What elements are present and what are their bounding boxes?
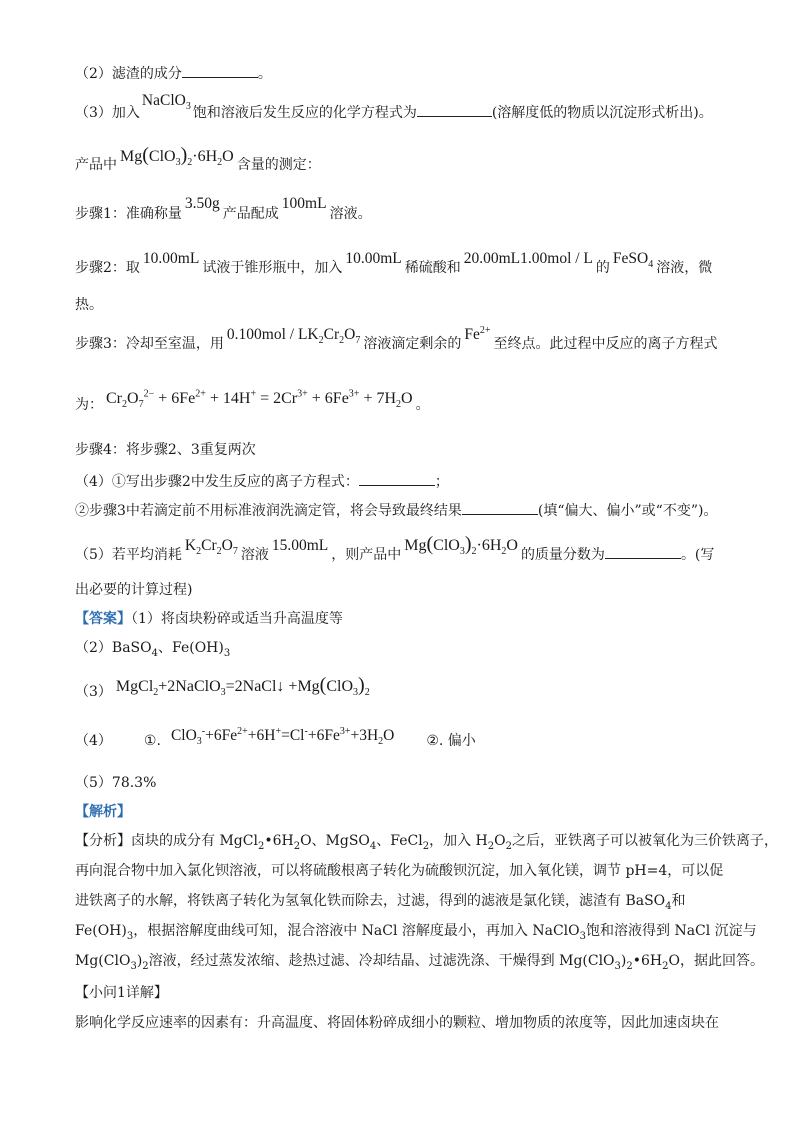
product-formula: $Mg(ClO_3)_2\cdot 6H_2O$ [404,533,518,558]
step-2: 步骤2：取10.00mL试液于锥形瓶中，加入10.00mL稀硫酸和20.00mL1.00mol / L的FeSO$_4$ 溶液，微 [75,250,713,276]
content-heading: 产品中 $Mg(ClO_3)_2\cdot 6H_2O$ 含量的测定： [75,144,321,173]
question-4b: ②步骤3中若滴定前不用标准液润洗滴定管，将会导致最终结果 (填“偏大、偏小”或“不变”)。 [75,500,717,521]
analysis-tag: 【解析】 [75,804,131,820]
analysis-p4: $Fe(OH)_3$，根据溶解度曲线可知，混合溶液中 NaCl 溶解度最小，再加入 NaClO$_3$饱和溶液得到 NaCl 沉淀与 [75,923,757,942]
answer-tag: 【答案】 [75,611,131,627]
analysis-p2: 再向混合物中加入氯化钡溶液，可以将硫酸根离子转化为硫酸钡沉淀，加入氧化镁，调节 pH=4，可以促 [75,863,724,879]
answer-5: （5）78.3% [75,775,157,791]
question-2-text: （2）滤渣的成分 [75,66,182,82]
k2cr2o7-conc: $0.100mol / LK_2Cr_2O_7$ [226,326,361,347]
question-5: （5）若平均消耗$K_2Cr_2O_7$ 溶液15.00mL，则产品中$Mg(ClO_3)_2\cdot 6H_2O$的质量分数为 。(写 [75,533,715,563]
product-formula: $Mg(ClO_3)_2\cdot 6H_2O$ [120,144,234,169]
question-4a: （4）①写出步骤2中发生反应的离子方程式： ； [75,471,449,492]
fe2-ion: $Fe^{2+}$ [464,324,491,343]
answer-blank [182,63,258,78]
feso4-formula: FeSO$_4$ [612,250,654,271]
answer-3-equation: MgCl$_2$+2NaClO$_3$=2NaCl↓ $+Mg(ClO_3)_2$ [115,674,370,699]
answer-blank [605,544,681,559]
mass-value: 3.50g [184,195,220,212]
answer-blank [462,500,538,515]
analysis-p5: $Mg(ClO_3)_2$溶液，经过蒸发浓缩、趁热过滤、冷却结晶、过滤洗涤、干燥得到 $Mg(ClO_3)_2•6H_2O$，据此回答。 [75,953,764,972]
question-3: （3）加入NaClO$_3$ 饱和溶液后发生反应的化学方程式为 (溶解度低的物质以沉淀形式析出)。 [75,92,713,121]
step-1: 步骤1：准确称量3.50g产品配成100mL溶液。 [75,195,372,222]
naclo3-formula: NaClO$_3$ [141,92,191,113]
question-5-cont: 出必要的计算过程) [75,582,193,598]
answer-3: （3） MgCl$_2$+2NaClO$_3$=2NaCl↓ $+Mg(ClO_3)_2$ [75,674,370,700]
analysis-p1: 【分析】卤块的成分有 $MgCl_2•6H_2O$、MgSO$_4$、FeCl$_2$，加入 $H_2O_2$之后，亚铁离子可以被氧化为三价铁离子， [75,833,778,852]
k2cr2o7-formula: $K_2Cr_2O_7$ [184,537,238,558]
step-3-equation: 为： $Cr_2O_7^{2-} + 6Fe^{2+} + 14H^+ = 2Cr^{3+} + 6Fe^{3+} + 7H_2O$ 。 [75,388,430,413]
analysis-sub-label: 【小问1详解】 [75,985,168,1001]
answer-1: 【答案】（1）将卤块粉碎或适当升高温度等 [75,611,343,627]
answer-blank [417,102,492,117]
volume-value: 100mL [281,195,327,212]
analysis-p6: 影响化学反应速率的因素有：升高温度、将固体粉碎成细小的颗粒、增加物质的浓度等，因此加速卤块在 [75,1015,719,1031]
step-3: 步骤3：冷却至室温，用$0.100mol / LK_2Cr_2O_7$ 溶液滴定剩余的$Fe^{2+}$至终点。此过程中反应的离子方程式 [75,324,718,352]
step-4: 步骤4：将步骤2、3重复两次 [75,442,256,458]
ionic-equation: $Cr_2O_7^{2-} + 6Fe^{2+} + 14H^+ = 2Cr^{3+} + 6Fe^{3+} + 7H_2O$ [106,388,413,411]
question-2: （2）滤渣的成分 。 [75,63,272,84]
analysis-p3: 进铁离子的水解，将铁离子转化为氢氧化铁而除去，过滤，得到的滤液是氯化镁，滤渣有 BaSO$_4$和 [75,893,686,912]
answer-4: （4） ①. $ClO_3^-+6Fe^{2+}+6H^+=Cl^-+6Fe^{3+}+3H_2O$ ②. 偏小 [75,725,476,749]
answer-2: （2）BaSO$_4$、$Fe(OH)_3$ [75,640,231,659]
step-2-cont: 热。 [75,297,103,313]
answer-blank [359,471,435,486]
answer-4-equation: $ClO_3^-+6Fe^{2+}+6H^+=Cl^-+6Fe^{3+}+3H_2O$ [170,725,395,748]
